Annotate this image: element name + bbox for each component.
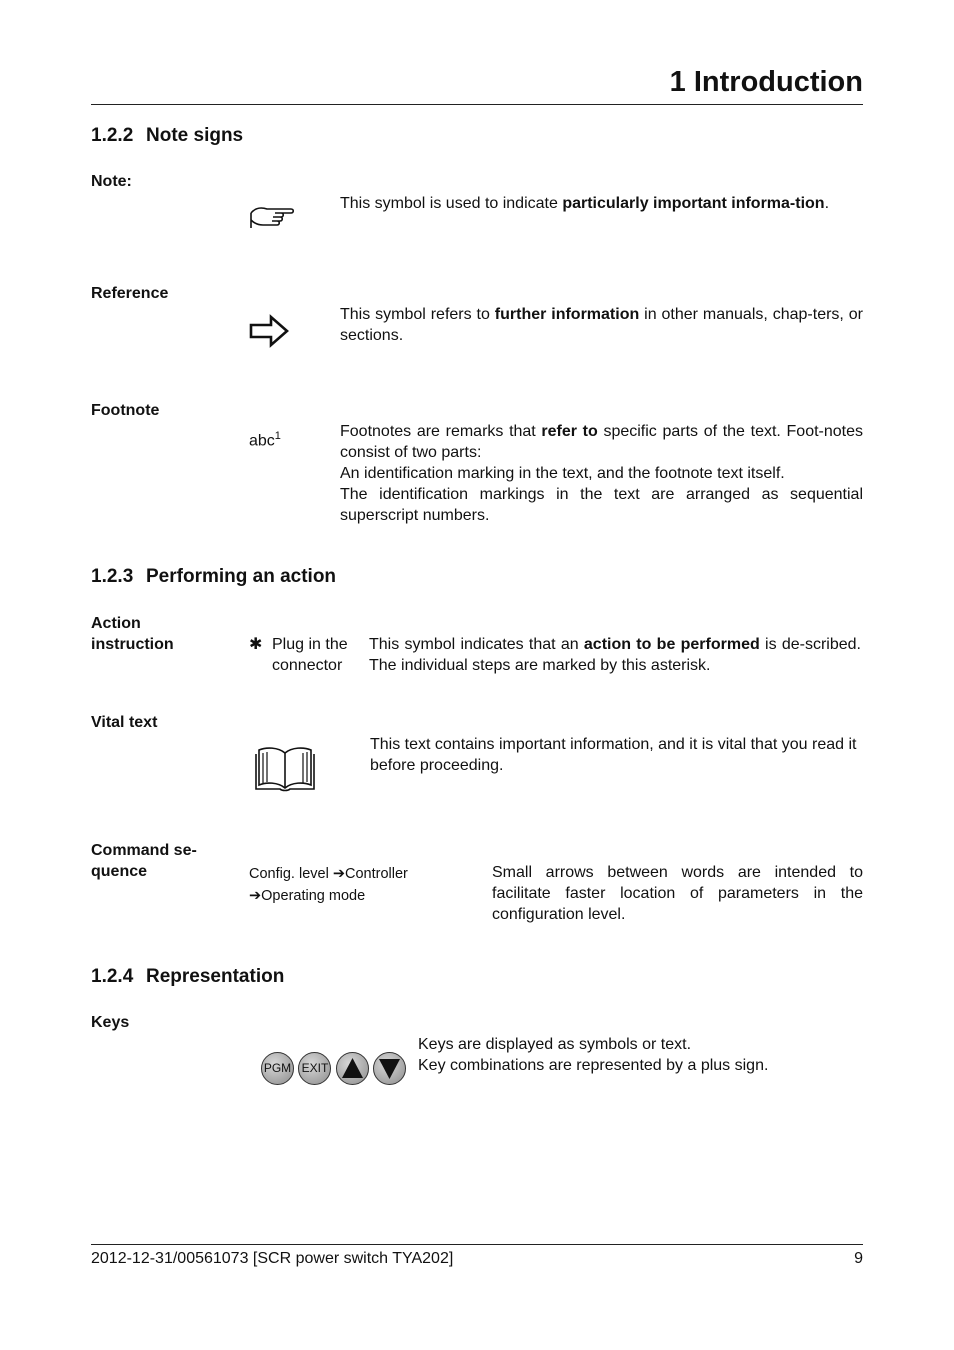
footnote-description: Footnotes are remarks that refer to specific parts of the text. Foot-notes consist of two parts: An identification marking in the text, and the footnote text itself. The identification markings in the text are arranged as sequential superscript numbers. <box>340 423 864 524</box>
arrow-icon: ➔ <box>332 866 345 882</box>
section-heading-1-2-3 <box>91 566 336 588</box>
pgm-key-icon: PGM <box>261 1052 294 1085</box>
up-key-icon <box>336 1052 369 1085</box>
page-number: 9 <box>854 1250 863 1267</box>
reference-arrow-icon <box>249 314 291 353</box>
keys-label: Keys <box>91 1014 130 1031</box>
section-title: Note signs <box>146 125 244 146</box>
note-label: Note: <box>91 173 132 190</box>
section-heading-1-2-4 <box>91 966 284 988</box>
command-sequence-example: Config. level ➔Controller ➔Operating mode <box>249 866 408 904</box>
footnote-example: abc$^1$ <box>249 430 281 450</box>
action-description: This symbol indicates that an action to be performed is de-scribed. The individual steps are marked by this asterisk. <box>369 636 861 674</box>
reference-label: Reference <box>91 285 169 302</box>
command-sequence-label: Command se- quence <box>91 842 197 880</box>
header-rule <box>91 104 863 105</box>
pointing-hand-icon <box>249 203 295 238</box>
asterisk-icon: ✱ <box>249 636 263 653</box>
vital-text-description: This text contains important information, and it is vital that you read it before proceeding. <box>370 736 857 774</box>
reference-description: This symbol refers to further information in other manuals, chap-ters, or sections. <box>340 306 864 344</box>
keys-description: Keys are displayed as symbols or text. Key combinations are represented by a plus sign. <box>418 1036 769 1074</box>
vital-text-label: Vital text <box>91 714 158 731</box>
chapter-title: 1 Introduction <box>669 66 863 98</box>
note-description: This symbol is used to indicate particularly important informa-tion. <box>340 195 830 212</box>
exit-key-icon: EXIT <box>298 1052 331 1085</box>
section-heading-1-2-2 <box>91 125 243 147</box>
footer-rule <box>91 1244 863 1245</box>
section-title: Performing an action <box>146 566 337 587</box>
section-number: 1.2.4 <box>91 966 134 987</box>
action-example: Plug in the connector <box>272 636 348 674</box>
section-number: 1.2.2 <box>91 125 134 146</box>
keys-symbols <box>261 1052 406 1085</box>
command-sequence-description: Small arrows between words are intended to facilitate faster location of parameters in the configuration level. <box>492 864 863 923</box>
section-title: Representation <box>146 966 285 987</box>
down-key-icon <box>373 1052 406 1085</box>
section-number: 1.2.3 <box>91 566 134 587</box>
footnote-label: Footnote <box>91 402 160 419</box>
footer-document-info: 2012-12-31/00561073 [SCR power switch TYA202] <box>91 1250 454 1267</box>
arrow-icon: ➔ <box>249 888 262 904</box>
open-book-icon <box>254 745 316 798</box>
action-label: Action instruction <box>91 615 174 653</box>
